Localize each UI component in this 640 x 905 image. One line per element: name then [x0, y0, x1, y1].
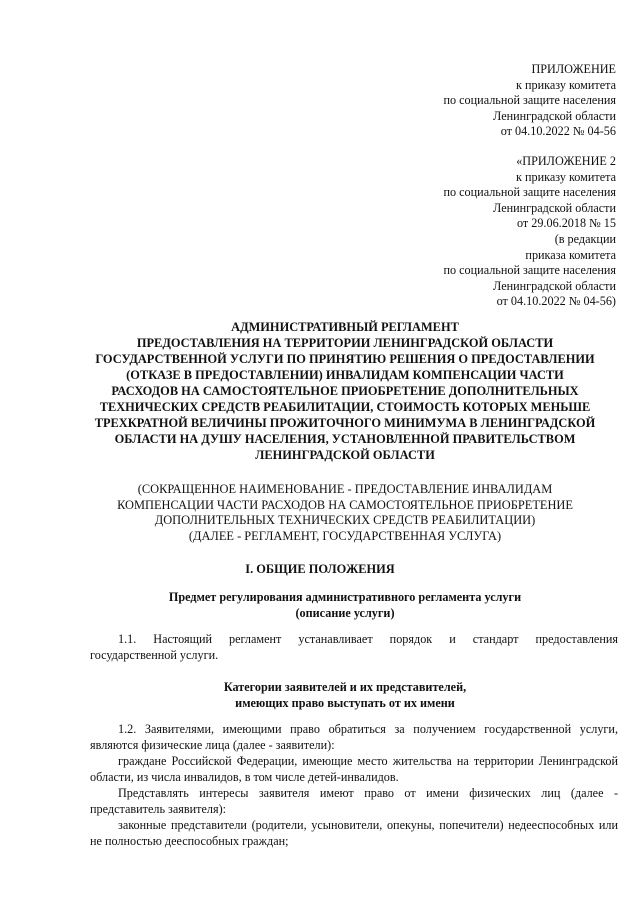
title-line: ОБЛАСТИ НА ДУШУ НАСЕЛЕНИЯ, УСТАНОВЛЕННОЙ ПРАВИТЕЛЬСТВОМ: [114, 432, 576, 446]
paragraph-1-1-line: государственной услуги.: [90, 648, 219, 662]
subject-heading-line: (описание услуги): [295, 605, 395, 620]
appendix-1-line: Ленинградской области: [493, 108, 616, 123]
title-line: ТЕХНИЧЕСКИХ СРЕДСТВ РЕАБИЛИТАЦИИ, СТОИМОСТЬ КОТОРЫХ МЕНЬШЕ: [99, 400, 591, 414]
short-name-line: (ДАЛЕЕ - РЕГЛАМЕНТ, ГОСУДАРСТВЕННАЯ УСЛУГА): [188, 528, 502, 543]
appendix-2-line: от 04.10.2022 № 04-56): [496, 294, 616, 309]
appendix-1-line: от 04.10.2022 № 04-56: [500, 124, 616, 139]
short-name-line: (СОКРАЩЕННОЕ НАИМЕНОВАНИЕ - ПРЕДОСТАВЛЕНИЕ ИНВАЛИДАМ: [137, 482, 553, 496]
title-line: АДМИНИСТРАТИВНЫЙ РЕГЛАМЕНТ: [231, 320, 459, 334]
appendix-2-line: Ленинградской области: [493, 278, 616, 293]
paragraph-line: являются физические лица (далее - заявители):: [90, 738, 335, 752]
short-name-line: КОМПЕНСАЦИИ ЧАСТИ РАСХОДОВ НА САМОСТОЯТЕЛЬНОЕ ПРИОБРЕТЕНИЕ: [117, 497, 573, 512]
appendix-2-line: приказа комитета: [525, 247, 616, 262]
paragraph-1-1-line: 1.1. Настоящий регламент устанавливает порядок и стандарт предоставления: [118, 632, 618, 646]
title-line: ГОСУДАРСТВЕННОЙ УСЛУГИ ПО ПРИНЯТИЮ РЕШЕНИЯ О ПРЕДОСТАВЛЕНИИ: [95, 352, 595, 366]
short-name-line: ДОПОЛНИТЕЛЬНЫХ ТЕХНИЧЕСКИХ СРЕДСТВ РЕАБИЛИТАЦИИ): [154, 513, 536, 528]
paragraph-line: Представлять интересы заявителя имеют право от имени физических лиц (далее -: [118, 786, 618, 800]
paragraph-line: не полностью дееспособных граждан;: [90, 834, 289, 848]
appendix-2-header: [443, 154, 616, 310]
short-name-block: [40, 482, 640, 544]
subject-heading: [40, 590, 640, 621]
paragraph-line: 1.2. Заявителями, имеющими право обратиться за получением государственной услуги,: [118, 722, 618, 736]
categories-heading: [40, 680, 640, 711]
section-heading: I. ОБЩИЕ ПОЛОЖЕНИЯ: [245, 562, 395, 576]
paragraph-line: законные представители (родители, усыновители, опекуны, попечители) недееспособных или: [118, 818, 618, 832]
subject-heading-line: Предмет регулирования административного регламента услуги: [168, 590, 522, 604]
categories-heading-line: имеющих право выступать от их имени: [235, 695, 455, 710]
paragraph-line: граждане Российской Федерации, имеющие место жительства на территории Ленинградской: [118, 754, 618, 768]
title-line: ЛЕНИНГРАДСКОЙ ОБЛАСТИ: [255, 448, 435, 462]
appendix-1-line: к приказу комитета: [516, 77, 616, 92]
appendix-1-header: [443, 62, 616, 140]
categories-heading-line: Категории заявителей и их представителей,: [223, 680, 467, 694]
appendix-2-line: «ПРИЛОЖЕНИЕ 2: [516, 154, 616, 168]
appendix-2-line: от 29.06.2018 № 15: [516, 216, 616, 231]
appendix-2-line: по социальной защите населения: [443, 185, 616, 200]
title-line: ТРЕХКРАТНОЙ ВЕЛИЧИНЫ ПРОЖИТОЧНОГО МИНИМУМА В ЛЕНИНГРАДСКОЙ: [94, 416, 596, 430]
appendix-2-line: (в редакции: [554, 231, 616, 246]
title-line: РАСХОДОВ НА САМОСТОЯТЕЛЬНОЕ ПРИОБРЕТЕНИЕ ДОПОЛНИТЕЛЬНЫХ: [111, 384, 579, 398]
title-line: ПРЕДОСТАВЛЕНИЯ НА ТЕРРИТОРИИ ЛЕНИНГРАДСКОЙ ОБЛАСТИ: [136, 336, 554, 350]
paragraph-line: представитель заявителя):: [90, 802, 227, 816]
appendix-2-line: по социальной защите населения: [443, 263, 616, 278]
document-title: [40, 319, 640, 463]
paragraph-line: области, из числа инвалидов, в том числе детей-инвалидов.: [90, 770, 399, 784]
appendix-1-line: по социальной защите населения: [443, 93, 616, 108]
appendix-2-line: к приказу комитета: [516, 169, 616, 184]
appendix-2-line: Ленинградской области: [493, 200, 616, 215]
appendix-1-line: ПРИЛОЖЕНИЕ: [531, 62, 616, 76]
title-line: (ОТКАЗЕ В ПРЕДОСТАВЛЕНИИ) ИНВАЛИДАМ КОМПЕНСАЦИИ ЧАСТИ: [126, 368, 564, 382]
